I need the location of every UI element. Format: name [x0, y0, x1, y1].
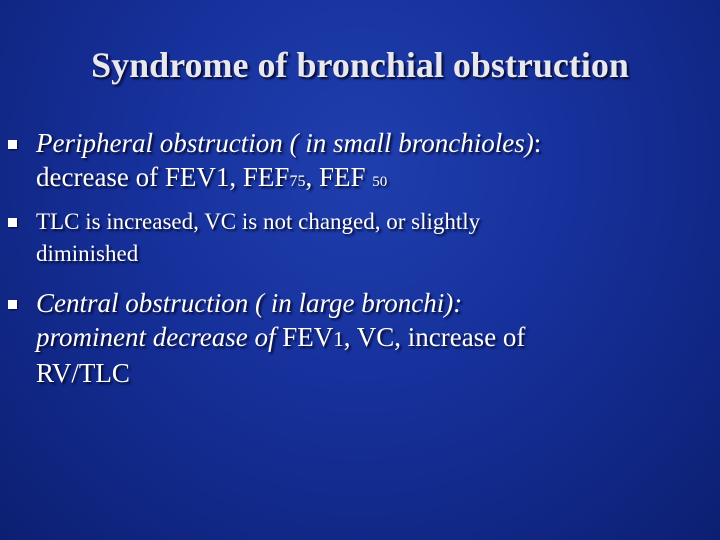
bullet-3-sub-1: 1 [333, 327, 344, 351]
bullet-1-heading: Peripheral obstruction ( in small bronchioles) [36, 128, 534, 158]
bullet-1-sub-50: 50 [372, 174, 388, 190]
square-bullet-icon [8, 140, 17, 149]
bullet-central-obstruction [36, 286, 686, 390]
bullet-2-line-2: diminished [36, 241, 139, 266]
bullet-1-text-a: decrease of FEV1, FEF [36, 162, 290, 192]
bullet-tlc-increased [36, 206, 686, 270]
bullet-peripheral-obstruction [36, 126, 686, 199]
bullet-2-line-1: TLC is increased, VC is not changed, or slightly [36, 209, 481, 234]
square-bullet-icon [8, 300, 17, 309]
bullet-3-italic-text: prominent decrease of [36, 322, 283, 352]
bullet-1-colon: : [533, 128, 542, 158]
bullet-3-line-3: RV/TLC [36, 358, 130, 388]
slide-title: Syndrome of bronchial obstruction [91, 45, 629, 85]
bullet-3-text-a: FEV [282, 322, 334, 352]
bullet-3-text-b: , VC, increase of [343, 322, 526, 352]
bullet-3-heading: Central obstruction ( in large bronchi): [36, 288, 463, 318]
bullet-1-sub-75: 75 [289, 173, 306, 190]
square-bullet-icon [8, 218, 17, 227]
bullet-1-text-b: , FEF [305, 162, 373, 192]
